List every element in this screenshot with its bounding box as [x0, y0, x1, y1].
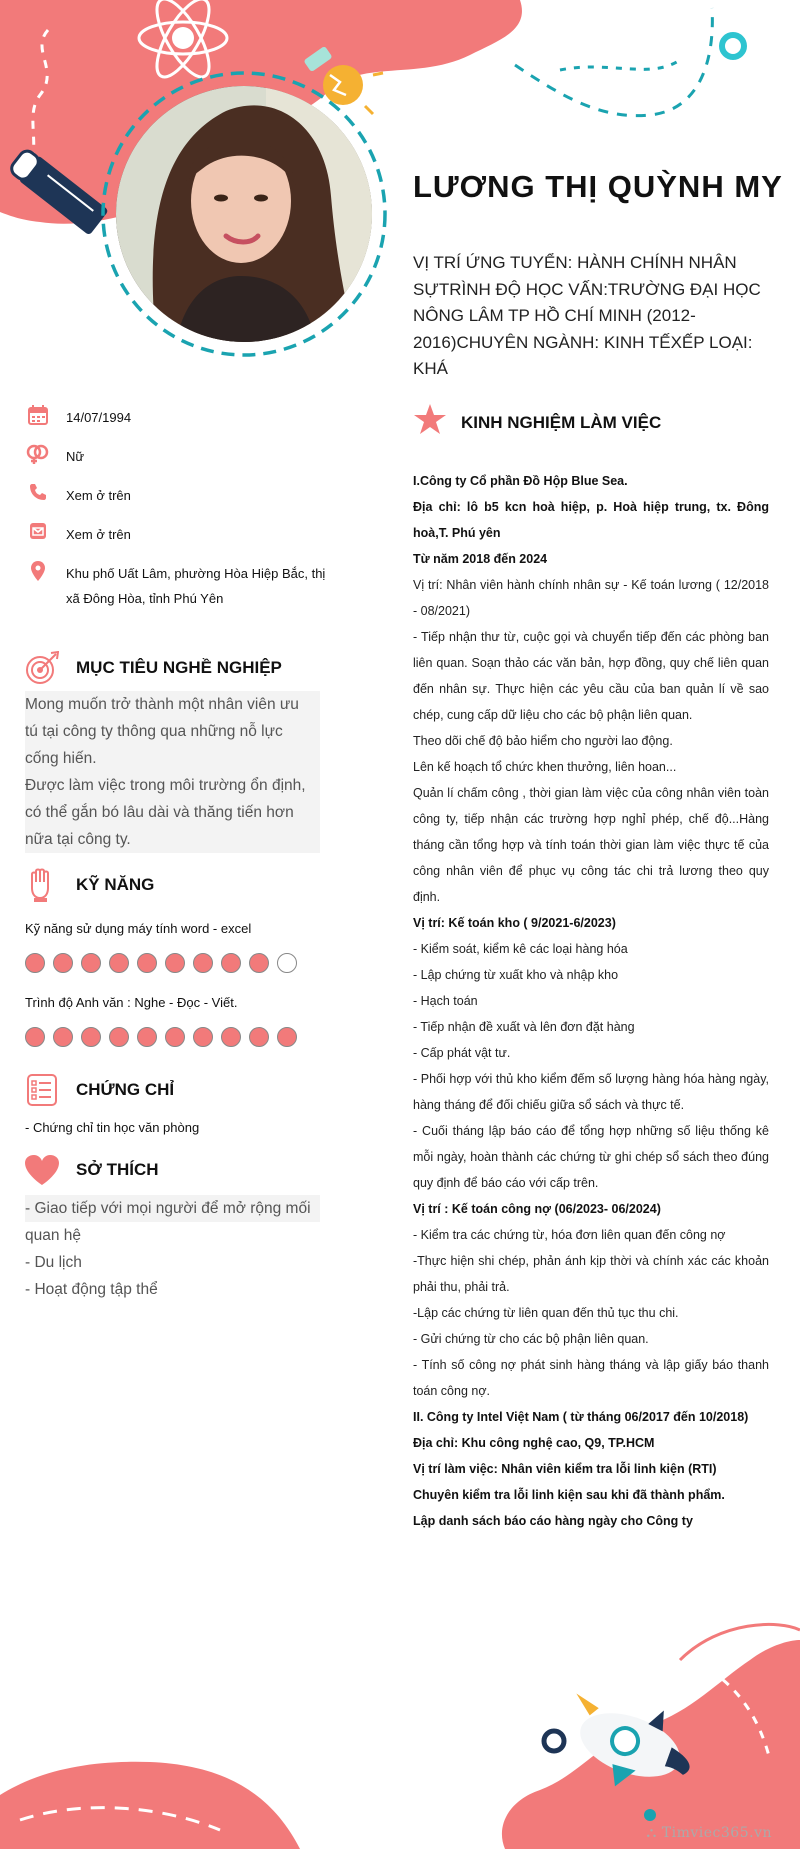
experience-line: -Thực hiện shi chép, phản ánh kịp thời và chính xác các khoản phải thu, phải trả.: [413, 1254, 769, 1294]
rating-dot-filled: [109, 953, 129, 973]
skill-label: Trình độ Anh văn : Nghe - Đọc - Viết.: [25, 995, 238, 1010]
rating-dot-filled: [165, 953, 185, 973]
rating-dot-filled: [277, 1027, 297, 1047]
rating-dot-filled: [81, 953, 101, 973]
rating-dot-filled: [221, 1027, 241, 1047]
contact-gender: [24, 444, 329, 469]
experience-list: [413, 468, 769, 1534]
experience-line: - Cấp phát vật tư.: [413, 1046, 511, 1060]
hobbies-text: [25, 1195, 320, 1303]
rating-dot-filled: [53, 1027, 73, 1047]
rating-dot-filled: [193, 953, 213, 973]
skills-title: KỸ NĂNG: [76, 875, 155, 894]
experience-line: - Kiểm soát, kiểm kê các loại hàng hóa: [413, 942, 628, 956]
contact-email: [24, 522, 329, 547]
hobby-line: - Giao tiếp với mọi người để mở rộng mối: [25, 1195, 320, 1222]
experience-line: Vị trí : Kế toán công nợ (06/2023- 06/2024): [413, 1202, 661, 1216]
experience-line: - Kiểm tra các chứng từ, hóa đơn liên quan đến công nợ: [413, 1228, 726, 1242]
skill-rating: [25, 1027, 297, 1047]
watermark-text: Timviec365.vn: [661, 1825, 772, 1841]
objective-line: có thể gắn bó lâu dài và thăng tiến hơn: [25, 799, 320, 826]
rating-dot-filled: [109, 1027, 129, 1047]
rating-dot-filled: [137, 1027, 157, 1047]
gender-value: Nữ: [66, 449, 85, 464]
skill-label: Kỹ năng sử dụng máy tính word - excel: [25, 921, 252, 936]
experience-line: Vị trí: Kế toán kho ( 9/2021-6/2023): [413, 916, 616, 930]
skill-rating: [25, 953, 297, 973]
watermark: ⛬ Timviec365.vn: [646, 1825, 772, 1841]
hand-icon: [22, 865, 62, 905]
heart-icon: [22, 1150, 62, 1190]
experience-line: Lập danh sách báo cáo hàng ngày cho Công ty: [413, 1514, 693, 1528]
experience-title: KINH NGHIỆM LÀM VIỆC: [461, 412, 662, 432]
phone-icon: [24, 483, 52, 507]
certificates-heading: [22, 1070, 174, 1110]
objective-title: MỤC TIÊU NGHỀ NGHIỆP: [76, 658, 282, 677]
experience-line: - Tiếp nhận đề xuất và lên đơn đặt hàng: [413, 1020, 635, 1034]
avatar: [116, 86, 372, 342]
calendar-icon: [24, 405, 52, 429]
hobby-line: quan hệ: [25, 1227, 82, 1244]
certificate-item: - Chứng chỉ tin học văn phòng: [25, 1120, 200, 1135]
objective-line: tú tại công ty thông qua những nỗ lực: [25, 718, 320, 745]
address-value: Khu phố Uất Lâm, phường Hòa Hiệp Bắc, thị xã Đông Hòa, tỉnh Phú Yên: [66, 566, 326, 606]
rating-dot-filled: [249, 953, 269, 973]
experience-line: II. Công ty Intel Việt Nam ( từ tháng 06/2017 đến 10/2018): [413, 1410, 749, 1424]
rating-dot-empty: [277, 953, 297, 973]
experience-line: Theo dõi chế độ bảo hiểm cho người lao động.: [413, 734, 673, 748]
experience-line: - Hạch toán: [413, 994, 478, 1008]
objective-line: Mong muốn trở thành một nhân viên ưu: [25, 691, 320, 718]
experience-line: - Cuối tháng lập báo cáo để tổng hợp những số liệu thống kê mỗi ngày, hoàn thành các chứng từ ghi chép sổ sách theo đúng quy định để báo cáo với cấp trên.: [413, 1124, 769, 1190]
experience-line: Từ năm 2018 đến 2024: [413, 552, 548, 566]
rating-dot-filled: [165, 1027, 185, 1047]
experience-line: -Lập các chứng từ liên quan đến thủ tục thu chi.: [413, 1306, 679, 1320]
hobbies-title: SỞ THÍCH: [76, 1160, 159, 1179]
mail-icon: [24, 522, 52, 546]
objective-heading: [22, 648, 282, 688]
star-icon: [413, 404, 447, 441]
contact-dob: [24, 405, 329, 430]
target-icon: [22, 648, 62, 688]
experience-line: Vị trí: Nhân viên hành chính nhân sự - Kế toán lương ( 12/2018 - 08/2021): [413, 578, 769, 618]
rating-dot-filled: [53, 953, 73, 973]
checklist-icon: [22, 1070, 62, 1110]
experience-line: I.Công ty Cổ phần Đồ Hộp Blue Sea.: [413, 474, 628, 488]
experience-line: - Tiếp nhận thư từ, cuộc gọi và chuyển tiếp đến các phòng ban liên quan. Soạn thảo các văn bản, hợp đồng, quy chế liên quan đến nhân sự. Thực hiện các yêu cầu của ban quản lí về sao chép, cung cấp dữ liệu cho các bộ phận liên quan.: [413, 630, 769, 722]
rating-dot-filled: [25, 953, 45, 973]
experience-line: Địa chỉ: lô b5 kcn hoà hiệp, p. Hoà hiệp trung, tx. Đông hoà,T. Phú yên: [413, 500, 769, 540]
experience-line: Lên kế hoạch tổ chức khen thưởng, liên hoan...: [413, 760, 677, 774]
experience-line: Địa chỉ: Khu công nghệ cao, Q9, TP.HCM: [413, 1436, 655, 1450]
experience-line: - Lập chứng từ xuất kho và nhập kho: [413, 968, 619, 982]
experience-line: - Tính số công nợ phát sinh hàng tháng và lập giấy báo thanh toán công nợ.: [413, 1358, 769, 1398]
hobby-line: - Du lịch: [25, 1254, 82, 1271]
rating-dot-filled: [193, 1027, 213, 1047]
rating-dot-filled: [221, 953, 241, 973]
objective-text: [25, 691, 320, 853]
candidate-name: LƯƠNG THỊ QUỲNH MY: [413, 169, 783, 204]
hobby-line: - Hoạt động tập thể: [25, 1281, 158, 1298]
rating-dot-filled: [81, 1027, 101, 1047]
certificates-title: CHỨNG CHỈ: [76, 1080, 175, 1099]
rating-dot-filled: [249, 1027, 269, 1047]
experience-line: - Phối hợp với thủ kho kiểm đếm số lượng hàng hóa hàng ngày, hàng tháng để đối chiếu giữa sổ sách và thực tế.: [413, 1072, 769, 1112]
contact-address: [24, 561, 329, 611]
objective-line: nữa tại công ty.: [25, 826, 320, 853]
contact-info: [24, 405, 329, 625]
objective-line: cống hiến.: [25, 745, 320, 772]
objective-line: Được làm việc trong môi trường ổn định,: [25, 772, 320, 799]
contact-phone: [24, 483, 329, 508]
experience-line: Chuyên kiểm tra lỗi linh kiện sau khi đã thành phẩm.: [413, 1488, 725, 1502]
phone-value: Xem ở trên: [66, 488, 131, 503]
rating-dot-filled: [25, 1027, 45, 1047]
hobbies-heading: [22, 1150, 159, 1190]
dob-value: 14/07/1994: [66, 410, 132, 425]
experience-line: Vị trí làm việc: Nhân viên kiểm tra lỗi linh kiện (RTI): [413, 1462, 717, 1476]
experience-line: Quản lí chấm công , thời gian làm việc của công nhân viên toàn công ty, tiếp nhận các trường hợp nghỉ phép, chế độ...Hàng tháng cần tổng hợp và tính toán thời gian làm việc thực tế của công nhân viên để phục vụ công tác chi trả lương theo quy định.: [413, 786, 769, 904]
gender-icon: [24, 444, 52, 468]
experience-line: - Gửi chứng từ cho các bộ phận liên quan.: [413, 1332, 649, 1346]
rating-dot-filled: [137, 953, 157, 973]
location-pin-icon: [24, 561, 52, 585]
experience-heading: [413, 404, 661, 441]
email-value: Xem ở trên: [66, 527, 131, 542]
candidate-summary: VỊ TRÍ ỨNG TUYỂN: HÀNH CHÍNH NHÂN SỰTRÌNH ĐỘ HỌC VẤN:TRƯỜNG ĐẠI HỌC NÔNG LÂM TP HỒ CHÍ MINH (2012-2016)CHUYÊN NGÀNH: KINH TẾXẾP LOẠI: KHÁ: [413, 253, 761, 378]
skills-heading: [22, 865, 154, 905]
